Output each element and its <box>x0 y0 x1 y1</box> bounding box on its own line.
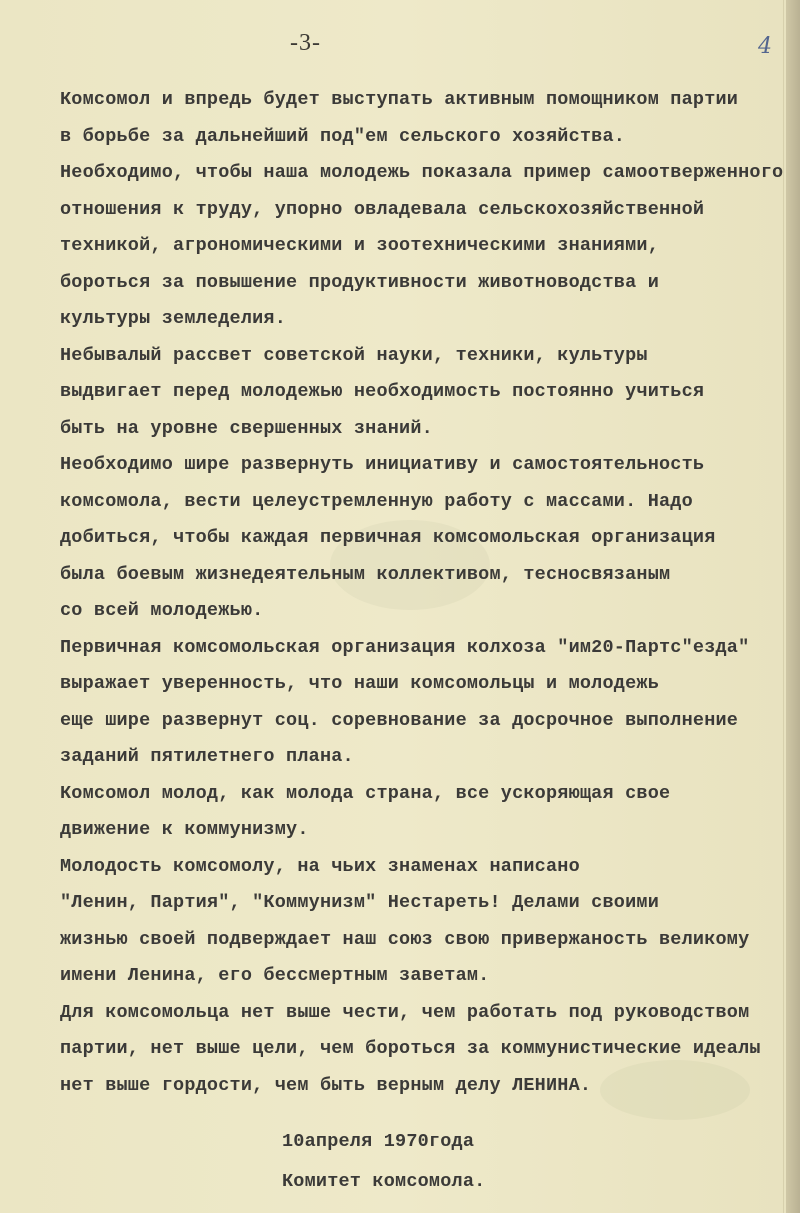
body-line: бороться за повышение продуктивности животноводства и <box>60 271 659 293</box>
body-line: Небывалый рассвет советской науки, техники, культуры <box>60 344 648 366</box>
body-line: Молодость комсомолу, на чьих знаменах написано <box>60 855 580 877</box>
body-line: добиться, чтобы каждая первичная комсомольская организация <box>60 527 716 548</box>
body-line: Необходимо шире развернуть инициативу и самостоятельность <box>60 454 705 475</box>
body-line: быть на уровне свершенных знаний. <box>60 417 433 439</box>
body-line: Для комсомольца нет выше чести, чем работать под руководством <box>60 1001 750 1023</box>
body-line: выражает уверенность, что наши комсомольцы и молодежь <box>60 673 659 694</box>
body-line: в борьбе за дальнейший под"ем сельского хозяйства. <box>60 125 626 147</box>
body-line: партии, нет выше цели, чем бороться за коммунистические идеалы <box>60 1038 761 1059</box>
body-line: отношения к труду, упорно овладевала сельскохозяйственной <box>60 198 705 220</box>
body-line: была боевым жизнедеятельным коллективом, тесносвязаным <box>60 563 671 585</box>
document-date: 10апреля 1970года <box>282 1131 475 1152</box>
archive-folio-number: 4 <box>758 34 772 59</box>
body-line: культуры земледелия. <box>60 308 287 329</box>
signature-line: Комитет комсомола. <box>282 1171 486 1192</box>
body-line: комсомола, вести целеустремленную работу с массами. Надо <box>60 490 693 512</box>
body-line: Комсомол и впредь будет выступать активным помощником партии <box>60 89 739 110</box>
document-body <box>60 82 790 1104</box>
document-footer <box>282 1122 582 1202</box>
body-line: еще шире развернут соц. соревнование за досрочное выполнение <box>60 709 739 731</box>
body-line: Комсомол молод, как молода страна, все ускоряющая свое <box>60 782 671 804</box>
body-line: выдвигает перед молодежью необходимость постоянно учиться <box>60 381 705 402</box>
body-line: Необходимо, чтобы наша молодежь показала пример самоотверженного <box>60 162 784 183</box>
body-line: нет выше гордости, чем быть верным делу ЛЕНИНА. <box>60 1074 592 1096</box>
body-line: Первичная комсомольская организация колхоза "им20-Партс"езда" <box>60 636 750 658</box>
body-line: со всей молодежью. <box>60 600 264 621</box>
body-line: движение к коммунизму. <box>60 819 309 840</box>
page-number: -3- <box>290 30 321 56</box>
body-line: имени Ленина, его бессмертным заветам. <box>60 965 490 986</box>
body-line: техникой, агрономическими и зоотехническими знаниями, <box>60 235 659 256</box>
body-line: жизнью своей подверждает наш союз свою привержаность великому <box>60 928 750 950</box>
body-line: заданий пятилетнего плана. <box>60 746 354 767</box>
body-line: "Ленин, Партия", "Коммунизм" Нестареть! Делами своими <box>60 892 659 913</box>
